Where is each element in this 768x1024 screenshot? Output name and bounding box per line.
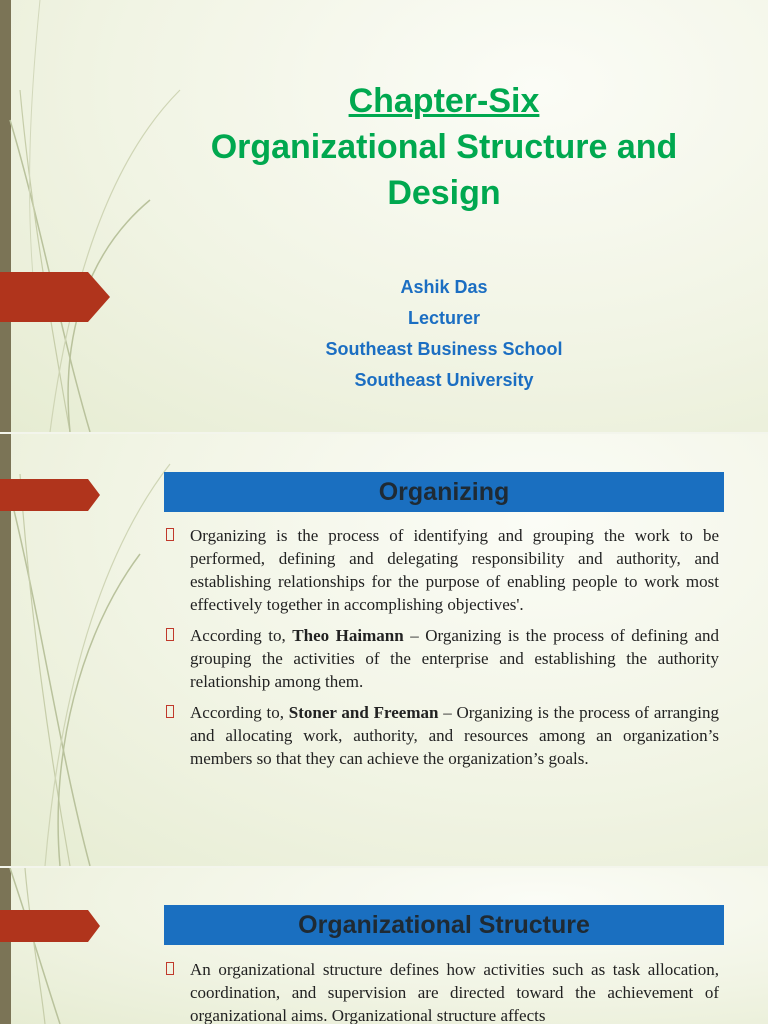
list-item [166, 624, 719, 693]
author-block [160, 272, 728, 396]
arrow-tab-icon [0, 272, 110, 322]
slide-title [160, 124, 728, 216]
title-line-2: Design [387, 174, 501, 212]
author-role: Lecturer [407, 308, 481, 328]
title-line-1: Organizational Structure and [210, 128, 678, 166]
section-heading: Organizing [164, 472, 724, 512]
author-name: Ashik Das [400, 277, 488, 297]
bullet-text: – Organizing is the process of arranging and allocating work, authority, and resources among an organization’s members so that they can achieve the organization’s goals. [190, 703, 720, 768]
author-reference: Stoner and Freeman [288, 703, 439, 722]
list-item [166, 958, 719, 1024]
structure-slide [0, 868, 768, 1024]
title-slide [0, 0, 768, 432]
list-item [166, 524, 719, 616]
author-school: Southeast Business School [325, 339, 563, 359]
arrow-tab-icon [0, 910, 110, 942]
organizing-slide [0, 434, 768, 866]
square-bullet-icon [166, 962, 174, 975]
chapter-label: Chapter-Six [348, 82, 540, 120]
section-heading: Organizational Structure [164, 905, 724, 945]
bullet-prefix: According to, [190, 703, 289, 722]
list-item [166, 701, 719, 770]
bullet-text: Organizing is the process of identifying and grouping the work to be performed, defining and delegating responsibility and authority, and establishing relationships for the purpose of enabling people to work most effectively together in accomplishing objectives'. [190, 526, 719, 614]
square-bullet-icon [166, 628, 174, 641]
bullet-text: – Organizing is the process of defining and grouping the activities of the enterprise and establishing the authority relationship among them. [190, 626, 719, 691]
bullet-text: An organizational structure defines how activities such as task allocation, coordination, and supervision are directed toward the achievement of organizational aims. Organizational structure affects [190, 960, 719, 1024]
author-university: Southeast University [354, 370, 534, 390]
arrow-tab-icon [0, 479, 110, 511]
bullet-list [166, 524, 719, 778]
author-reference: Theo Haimann [292, 626, 404, 645]
bullet-list [166, 958, 719, 1024]
square-bullet-icon [166, 705, 174, 718]
square-bullet-icon [166, 528, 174, 541]
bullet-prefix: According to, [190, 626, 293, 645]
